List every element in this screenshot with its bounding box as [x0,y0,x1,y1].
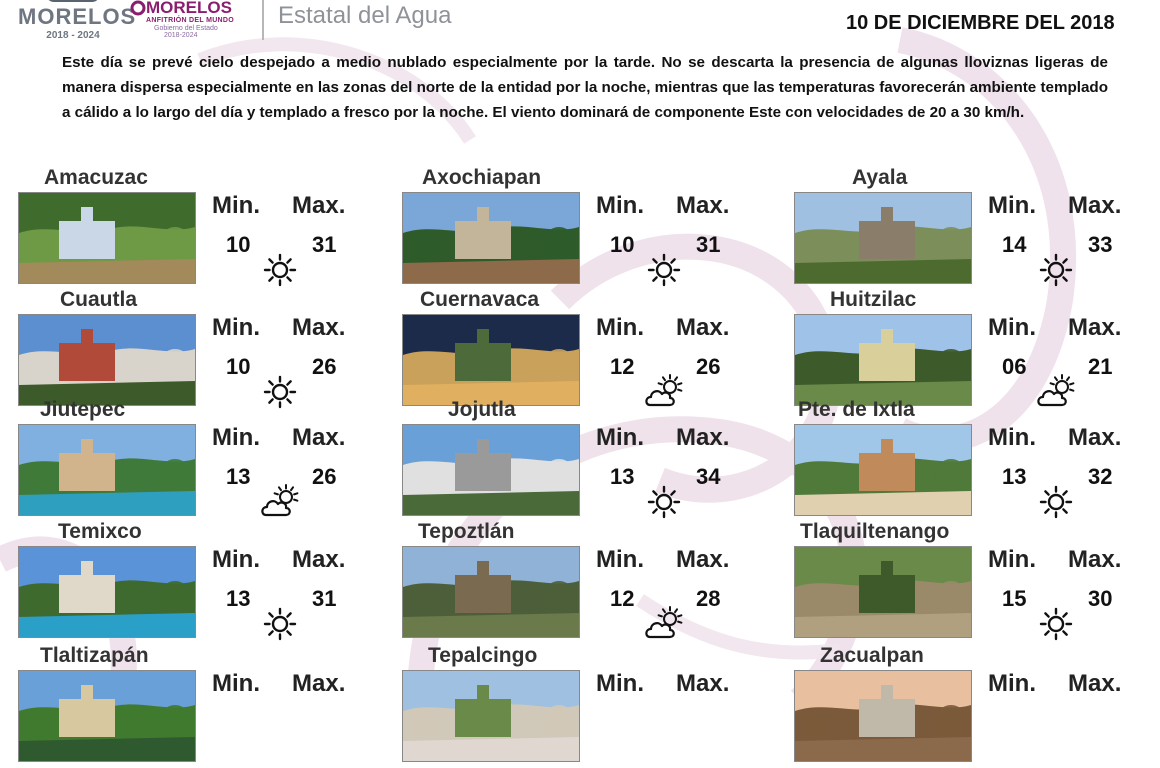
min-label: Min. [596,670,644,697]
city-card [18,644,398,768]
city-photo [402,192,580,284]
min-temperature: 15 [1002,586,1027,611]
max-label: Max. [292,424,346,451]
max-label: Max. [676,424,730,451]
city-photo [794,546,972,638]
city-name: Cuernavaca [420,288,540,311]
min-temperature: 12 [610,354,635,379]
min-temperature: 13 [226,586,251,611]
city-card [18,166,398,290]
max-temperature: 21 [1088,354,1113,379]
forecast-date: 10 DE DICIEMBRE DEL 2018 [846,12,1115,34]
max-temperature: 33 [1088,232,1113,257]
city-card [402,520,782,644]
sun-icon [644,252,684,288]
max-label: Max. [1068,424,1122,451]
max-label: Max. [676,314,730,341]
city-card [402,166,782,290]
city-photo [402,670,580,762]
max-label: Max. [1068,546,1122,573]
logo-state-years: 2018 - 2024 [46,30,100,41]
logo-gov-sub2: Gobierno del Estado [154,25,218,32]
city-photo [402,314,580,406]
city-name: Ayala [852,166,908,189]
min-label: Min. [212,424,260,451]
city-card [18,398,398,522]
logo-gov-sub3: 2018-2024 [164,32,198,39]
min-label: Min. [212,192,260,219]
min-temperature: 10 [226,354,251,379]
max-label: Max. [292,670,346,697]
min-temperature: 13 [610,464,635,489]
max-temperature: 34 [696,464,721,489]
min-temperature: 12 [610,586,635,611]
city-card [794,644,1160,768]
city-card [402,398,782,522]
max-temperature: 28 [696,586,721,611]
city-card [794,398,1160,522]
city-name: Huitzilac [830,288,917,311]
min-label: Min. [596,424,644,451]
city-name: Tepalcingo [428,644,538,667]
sun-icon [260,606,300,642]
city-photo [18,314,196,406]
max-label: Max. [1068,314,1122,341]
max-label: Max. [1068,192,1122,219]
sun-icon [1036,606,1076,642]
forecast-text: Este día se prevé cielo despejado a medio nublado especialmente por la tarde. No se descarta la presencia de algunas lloviznas ligeras de manera dispersa especialmente en las zonas del norte de la entidad por la noche, mientras que las temperaturas favorecerán ambiente templado a cálido a lo largo del día y templado a fresco por la noche. El viento dominará de componente Este con velocidades de 20 a 30 km/h. [62,54,1108,121]
city-photo [794,424,972,516]
city-photo [794,670,972,762]
city-name: Cuautla [60,288,138,311]
max-label: Max. [676,670,730,697]
max-temperature: 26 [312,464,337,489]
agency-name: Estatal del Agua [278,2,452,29]
sun-icon [260,252,300,288]
city-name: Jiutepec [40,398,126,421]
logo-gov-name: MORELOS [146,0,232,17]
city-name: Tlaltizapán [40,644,149,667]
city-name: Tlaquiltenango [800,520,950,543]
min-label: Min. [596,314,644,341]
min-label: Min. [212,546,260,573]
min-label: Min. [212,314,260,341]
city-photo [18,546,196,638]
city-photo [402,424,580,516]
city-name: Zacualpan [820,644,924,667]
max-temperature: 26 [696,354,721,379]
max-temperature: 26 [312,354,337,379]
logo-state-name: MORELOS [18,4,137,29]
city-card [402,288,782,412]
city-name: Tepoztlán [418,520,515,543]
min-label: Min. [988,546,1036,573]
city-card [18,288,398,412]
city-name: Axochiapan [422,166,542,189]
min-temperature: 13 [226,464,251,489]
city-photo [18,424,196,516]
city-name: Pte. de Ixtla [798,398,915,421]
max-temperature: 31 [696,232,721,257]
min-temperature: 10 [226,232,251,257]
sun-icon [1036,484,1076,520]
max-temperature: 31 [312,232,337,257]
city-card [794,288,1160,412]
min-label: Min. [988,670,1036,697]
partly-cloudy-icon [644,606,684,642]
sun-icon [1036,252,1076,288]
city-photo [402,546,580,638]
min-temperature: 13 [1002,464,1027,489]
max-label: Max. [292,546,346,573]
min-label: Min. [988,314,1036,341]
min-label: Min. [988,424,1036,451]
city-name: Jojutla [448,398,516,421]
city-photo [794,314,972,406]
max-label: Max. [292,192,346,219]
city-photo [18,670,196,762]
city-card [794,166,1160,290]
max-label: Max. [676,192,730,219]
city-card [402,644,782,768]
min-label: Min. [988,192,1036,219]
max-temperature: 31 [312,586,337,611]
city-card [794,520,1160,644]
min-temperature: 14 [1002,232,1027,257]
city-card [18,520,398,644]
sun-icon [644,484,684,520]
min-label: Min. [596,192,644,219]
max-label: Max. [1068,670,1122,697]
min-label: Min. [212,670,260,697]
city-name: Amacuzac [44,166,148,189]
city-name: Temixco [58,520,142,543]
max-label: Max. [676,546,730,573]
min-label: Min. [596,546,644,573]
city-photo [794,192,972,284]
min-temperature: 10 [610,232,635,257]
city-photo [18,192,196,284]
partly-cloudy-icon [260,484,300,520]
min-temperature: 06 [1002,354,1027,379]
max-temperature: 32 [1088,464,1113,489]
max-temperature: 30 [1088,586,1113,611]
max-label: Max. [292,314,346,341]
logo-gov-sub1: ANFITRIÓN DEL MUNDO [146,17,235,24]
